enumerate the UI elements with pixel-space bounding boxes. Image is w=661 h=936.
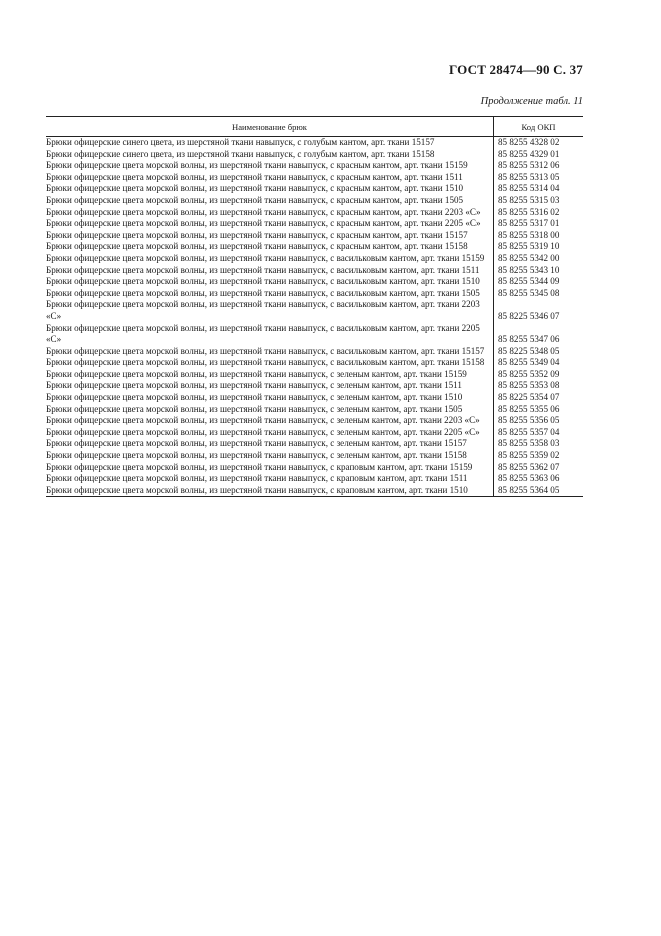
okp-code-cell: 85 8255 5319 10 xyxy=(498,241,560,252)
trousers-name-cell: Брюки офицерские синего цвета, из шерстяной ткани навыпуск, с голубым кантом, арт. ткани 15157 xyxy=(46,137,494,149)
okp-code-cell: 85 8255 5315 03 xyxy=(498,194,560,205)
table-row xyxy=(46,427,583,439)
column-header-name: Наименование брюк xyxy=(46,117,494,137)
okp-code-cell: 85 8255 5363 06 xyxy=(498,473,560,484)
table-row xyxy=(46,415,583,427)
trousers-name-cell: Брюки офицерские цвета морской волны, из шерстяной ткани навыпуск, с зеленым кантом, арт. ткани 2205 «С» xyxy=(46,427,494,439)
okp-code-cell: 85 8255 5362 07 xyxy=(498,461,560,472)
okp-code-cell: 85 8255 5343 10 xyxy=(498,264,560,275)
okp-code-cell: 85 8255 5349 04 xyxy=(498,357,560,368)
trousers-name-cell: Брюки офицерские цвета морской волны, из шерстяной ткани навыпуск, с васильковым кантом, арт. ткани 2205 «С» xyxy=(46,323,494,346)
trousers-name-cell: Брюки офицерские цвета морской волны, из шерстяной ткани навыпуск, с зеленым кантом, арт. ткани 2203 «С» xyxy=(46,415,494,427)
trousers-name-cell: Брюки офицерские цвета морской волны, из шерстяной ткани навыпуск, с васильковым кантом, арт. ткани 1511 xyxy=(46,265,494,277)
table-row xyxy=(46,438,583,450)
okp-code-cell: 85 8255 5359 02 xyxy=(498,450,560,461)
table-row xyxy=(46,137,583,149)
okp-code-cell: 85 8255 5312 06 xyxy=(498,160,560,171)
table-header-row xyxy=(46,117,583,137)
trousers-name-cell: Брюки офицерские синего цвета, из шерстяной ткани навыпуск, с голубым кантом, арт. ткани 15158 xyxy=(46,149,494,161)
okp-code-cell: 85 8255 5344 09 xyxy=(498,276,560,287)
table-continuation-note: Продолжение табл. 11 xyxy=(480,96,583,107)
okp-code-cell: 85 8225 5348 05 xyxy=(498,345,560,356)
trousers-name-cell: Брюки офицерские цвета морской волны, из шерстяной ткани навыпуск, с васильковым кантом, арт. ткани 2203 «С» xyxy=(46,299,494,322)
table-row xyxy=(46,404,583,416)
table-row xyxy=(46,172,583,184)
okp-code-cell: 85 8255 5364 05 xyxy=(494,485,584,497)
trousers-name-cell: Брюки офицерские цвета морской волны, из шерстяной ткани навыпуск, с красным кантом, арт. ткани 15159 xyxy=(46,160,494,172)
okp-code-cell: 85 8255 5314 04 xyxy=(498,183,560,194)
table-row xyxy=(46,183,583,195)
okp-code-cell: 85 8255 5352 09 xyxy=(498,368,560,379)
okp-code-cell: 85 8255 5313 05 xyxy=(498,171,560,182)
trousers-name-cell: Брюки офицерские цвета морской волны, из шерстяной ткани навыпуск, с васильковым кантом, арт. ткани 1510 xyxy=(46,276,494,288)
trousers-name-cell: Брюки офицерские цвета морской волны, из шерстяной ткани навыпуск, с краповым кантом, арт. ткани 15159 xyxy=(46,462,494,474)
trousers-name-cell: Брюки офицерские цвета морской волны, из шерстяной ткани навыпуск, с красным кантом, арт. ткани 15158 xyxy=(46,241,494,253)
table-row xyxy=(46,346,583,358)
trousers-table xyxy=(46,116,583,497)
table-row xyxy=(46,149,583,161)
table-row xyxy=(46,380,583,392)
okp-code-cell: 85 8255 5342 00 xyxy=(498,252,560,263)
page-header: ГОСТ 28474—90 С. 37 xyxy=(449,62,583,77)
trousers-name-cell: Брюки офицерские цвета морской волны, из шерстяной ткани навыпуск, с зеленым кантом, арт. ткани 15159 xyxy=(46,369,494,381)
table-row xyxy=(46,195,583,207)
trousers-name-cell: Брюки офицерские цвета морской волны, из шерстяной ткани навыпуск, с васильковым кантом, арт. ткани 15159 xyxy=(46,253,494,265)
table-row xyxy=(46,299,583,322)
okp-code-cell: 85 8255 5356 05 xyxy=(498,415,560,426)
trousers-name-cell: Брюки офицерские цвета морской волны, из шерстяной ткани навыпуск, с васильковым кантом, арт. ткани 15158 xyxy=(46,357,494,369)
table-row xyxy=(46,450,583,462)
trousers-name-cell: Брюки офицерские цвета морской волны, из шерстяной ткани навыпуск, с красным кантом, арт. ткани 1505 xyxy=(46,195,494,207)
trousers-name-cell: Брюки офицерские цвета морской волны, из шерстяной ткани навыпуск, с красным кантом, арт. ткани 1511 xyxy=(46,172,494,184)
trousers-name-cell: Брюки офицерские цвета морской волны, из шерстяной ткани навыпуск, с краповым кантом, арт. ткани 1510 xyxy=(46,485,494,497)
table-row xyxy=(46,218,583,230)
okp-code-cell: 85 8255 4329 01 xyxy=(498,148,560,159)
okp-code-cell: 85 8225 5346 07 xyxy=(498,310,560,321)
table-row xyxy=(46,392,583,404)
trousers-name-cell: Брюки офицерские цвета морской волны, из шерстяной ткани навыпуск, с красным кантом, арт. ткани 1510 xyxy=(46,183,494,195)
trousers-name-cell: Брюки офицерские цвета морской волны, из шерстяной ткани навыпуск, с зеленым кантом, арт. ткани 1505 xyxy=(46,404,494,416)
trousers-name-cell: Брюки офицерские цвета морской волны, из шерстяной ткани навыпуск, с красным кантом, арт. ткани 15157 xyxy=(46,230,494,242)
trousers-name-cell: Брюки офицерские цвета морской волны, из шерстяной ткани навыпуск, с красным кантом, арт. ткани 2203 «С» xyxy=(46,207,494,219)
okp-code-cell: 85 8255 5355 06 xyxy=(498,403,560,414)
okp-code-cell: 85 8255 5345 08 xyxy=(498,287,560,298)
table-row xyxy=(46,369,583,381)
table-row xyxy=(46,160,583,172)
okp-code-cell: 85 8255 5347 06 xyxy=(498,334,560,345)
table-row xyxy=(46,253,583,265)
trousers-name-cell: Брюки офицерские цвета морской волны, из шерстяной ткани навыпуск, с васильковым кантом, арт. ткани 15157 xyxy=(46,346,494,358)
trousers-name-cell: Брюки офицерские цвета морской волны, из шерстяной ткани навыпуск, с краповым кантом, арт. ткани 1511 xyxy=(46,473,494,485)
table-row xyxy=(46,265,583,277)
trousers-name-cell: Брюки офицерские цвета морской волны, из шерстяной ткани навыпуск, с зеленым кантом, арт. ткани 1510 xyxy=(46,392,494,404)
table-row xyxy=(46,462,583,474)
table-row xyxy=(46,485,583,497)
table-row xyxy=(46,357,583,369)
trousers-name-cell: Брюки офицерские цвета морской волны, из шерстяной ткани навыпуск, с зеленым кантом, арт. ткани 1511 xyxy=(46,380,494,392)
trousers-name-cell: Брюки офицерские цвета морской волны, из шерстяной ткани навыпуск, с васильковым кантом, арт. ткани 1505 xyxy=(46,288,494,300)
okp-code-cell: 85 8255 4328 02 xyxy=(498,137,560,147)
trousers-name-cell: Брюки офицерские цвета морской волны, из шерстяной ткани навыпуск, с красным кантом, арт. ткани 2205 «С» xyxy=(46,218,494,230)
table-row xyxy=(46,288,583,300)
table-row xyxy=(46,473,583,485)
okp-code-cell: 85 8255 5358 03 xyxy=(498,438,560,449)
okp-code-cell: 85 8255 5318 00 xyxy=(498,229,560,240)
table-row xyxy=(46,230,583,242)
trousers-name-cell: Брюки офицерские цвета морской волны, из шерстяной ткани навыпуск, с зеленым кантом, арт. ткани 15158 xyxy=(46,450,494,462)
column-header-code: Код ОКП xyxy=(494,117,584,137)
okp-code-cell: 85 8255 5316 02 xyxy=(498,206,560,217)
okp-code-cell: 85 8255 5353 08 xyxy=(498,380,560,391)
table-row xyxy=(46,323,583,346)
table-row xyxy=(46,276,583,288)
trousers-name-cell: Брюки офицерские цвета морской волны, из шерстяной ткани навыпуск, с зеленым кантом, арт. ткани 15157 xyxy=(46,438,494,450)
table-row xyxy=(46,241,583,253)
table-row xyxy=(46,207,583,219)
okp-code-cell: 85 8255 5357 04 xyxy=(498,426,560,437)
okp-code-cell: 85 8255 5317 01 xyxy=(498,218,560,229)
okp-code-cell: 85 8225 5354 07 xyxy=(498,392,560,403)
